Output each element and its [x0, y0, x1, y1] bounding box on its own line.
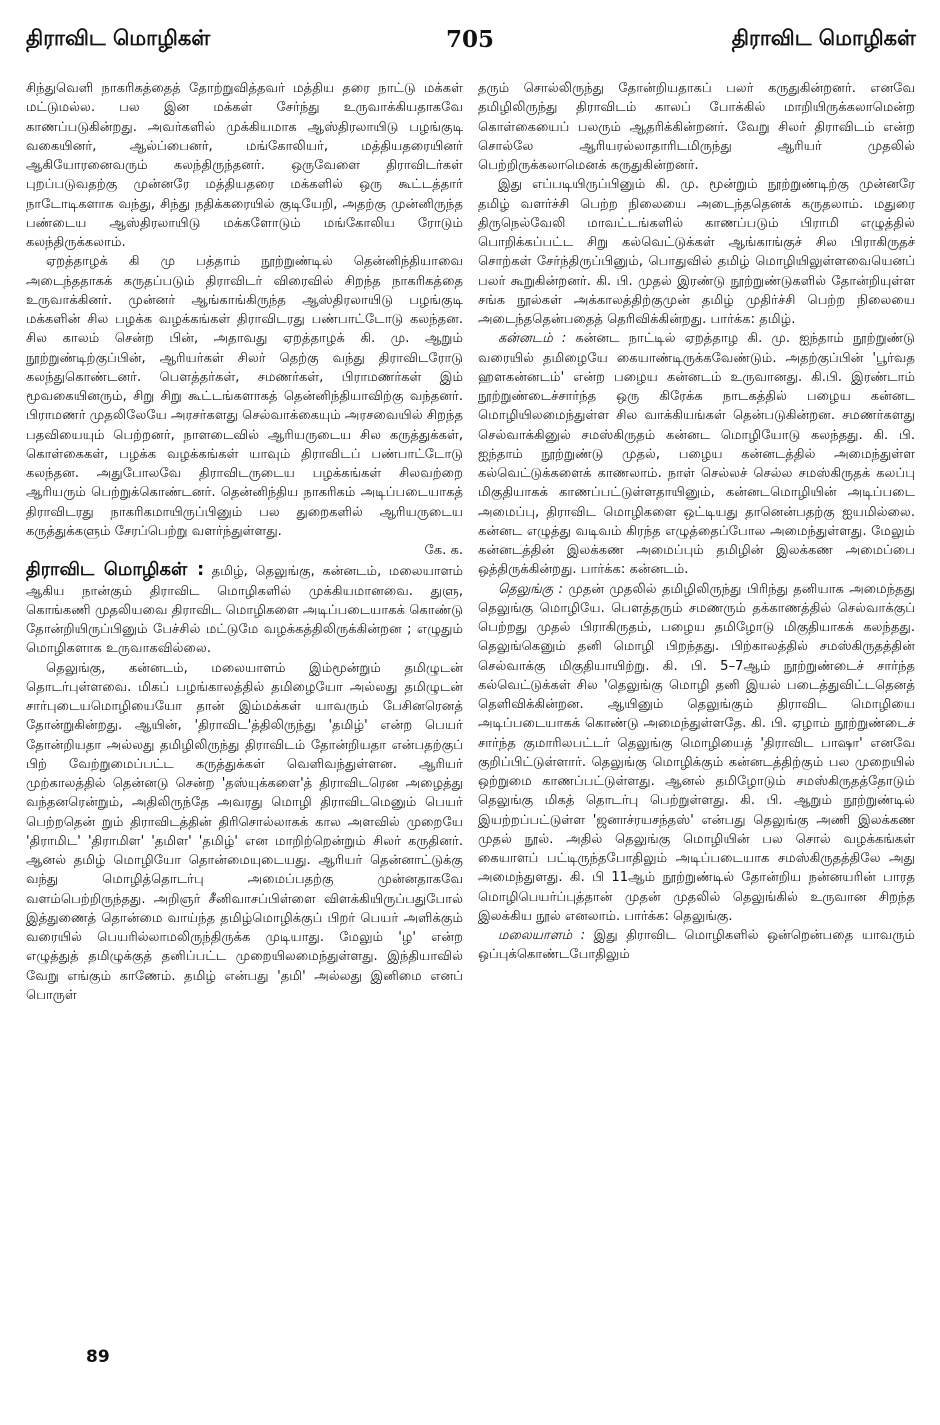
kannada-subheading: கன்னடம் :: [498, 331, 567, 347]
author-signature: கே. க.: [424, 543, 463, 558]
left-paragraph-4: தெலுங்கு, கன்னடம், மலையாளம் இம்மூன்றும் தமிழுடன் தொடர்புள்ளவை. மிகப் பழங்காலத்தில் தமிழையோ அல்லது தமிழுடன் சார்புடையமொழியையோ தான் இம்மக்கள் யாவரும் பேசினரெனத் தோன்றுகின்றது. ஆயின், 'திராவிட'த்திலிருந்து 'தமிழ்' என்ற பெயர் தோன்றியதா அல்லது தமிழிலிருந்து திராவிடம் தோன்றியதா என்பதற்குப் பிற் வேற்றுமைப்பட்ட கருத்துக்கள் வெளிவந்துள்ளன. ஆரியர் முற்காலத்தில் தென்னடு சென்ற 'தஸ்யுக்களை'த் திராவிடரென அழைத்து வந்தனரென்றும், அதிலிருந்தே அவரது மொழி திராவிடமெனும் பெயர் பெற்றதென் றும் திராவிடத்தின் திரிசொல்லாகக் கால அளவில் முறையே 'திராமிட' 'திராமிள' 'தமிள' 'தமிழ்' என மாறிற்றென்றும் சிலர் கருதினர். ஆனல் தமிழ் மொழியோ தொன்மையுடையது. ஆரியர் தென்னாட்டுக்கு வந்து மொழித்தொடர்பு அமைப்பதற்கு முன்னதாகவே வளம்பெற்றிருந்தது. அறிஞர் சீனிவாசப்பிள்ளை விளக்கியிருப்பதுபோல் இத்துணைத் தொன்மை வாய்ந்த தமிழ்மொழிக்குப் பிறர் பெயர் அளிக்கும் வரையில் பெயரில்லாமலிருந்திருக்க முடியாது. மேலும் 'ழ' என்ற எழுத்துத் தமிழுக்குத் தனிப்பட்ட முறையிலமைந்துள்ளது. இந்தியாவில் வேறு எங்கும் காணேம். தமிழ் என்பது 'தமி' அல்லது இனிமை எனப் பொருள்: [26, 660, 463, 1003]
telugu-paragraph: [478, 580, 915, 927]
kannada-paragraph: [478, 329, 915, 579]
footer-page-label: 89: [86, 1347, 110, 1367]
running-header-right: திராவிட மொழிகள்: [731, 26, 916, 50]
left-column: [26, 79, 463, 1005]
left-paragraph-2: ஏறத்தாழக் கி மு பத்தாம் நூற்றுண்டில் தென்னிந்தியாவை அடைந்ததாகக் கருதப்படும் திராவிடர் விரைவில் சிறந்த நாகரிகத்தை உருவாக்கினர். முன்னர் ஆங்காங்கிருந்த ஆஸ்திரலாயிடு பழங்குடி மக்களின் சில பழக்க வழக்கங்கள் திராவிடரது பண்பாட்டோடு கலந்தன. சில காலம் சென்ற பின், அதாவது ஏறத்தாழக் கி. மு. ஆறும் நூற்றுண்டிற்குப்பின், ஆரியர்கள் சிலர் தெற்கு வந்து திராவிடரோடு கலந்துகொண்டனர். பௌத்தர்கள், சமணர்கள், பிராமணர்கள் இம் மூவகையினரும், சிறு சிறு கூட்டங்களாகத் தென்னிந்தியாவிற்கு வந்தனர். பிராமணர் முதலிலேயே அரசர்களது செல்வாக்கையும் அரசவையில் சிறந்த பதவியையும் பெற்றனர், நாளடைவில் ஆரியருடைய சில கருத்துக்கள், கொள்கைகள், பழக்க வழக்கங்கள் யாவும் திராவிடப் பண்பாட்டோடு கலந்தன. அதுபோலவே திராவிடருடைய பழக்கங்கள் சிலவற்றை ஆரியரும் பெற்றுக்கொண்டனர். தென்னிந்திய நாகரிகம் அடிப்படையாகத் திராவிடரது நாகரிகமாயிருப்பினும் பல துறைகளில் ஆரியருடைய கருத்துக்களும் சேரப்பெற்று வளர்ந்துள்ளது.: [26, 254, 463, 539]
malayalam-text: இது திராவிட மொழிகளில் ஒன்றென்பதை யாவரும் ஒப்புக்கொண்டபோதிலும்: [478, 928, 915, 963]
telugu-subheading: தெலுங்கு :: [498, 581, 563, 597]
page-number: 705: [445, 26, 494, 53]
telugu-text: முதன் முதலில் தமிழிலிருந்து பிரிந்து தனியாக அமைந்தது தெலுங்கு மொழியே. பௌத்தரும் சமணரும் தக்காணத்தில் செல்வாக்குப் பெற்றது முதல் பிராகிருதம், பழைய தமிழோடு மிகுதியாகக் கலந்தது. தெலுங்கெனும் தனி மொழி பிறந்தது. பிற்காலத்தில் சமஸ்கிருதத்தின் செல்வாக்கு மிகுதியாயிற்று. கி. பி. 5–7ஆம் நூற்றுண்டைச் சார்ந்த கல்வெட்டுக்கள் சில 'தெலுங்கு மொழி தனி இயல் படைத்துவிட்டதெனத் தெளிவிக்கின்றன. ஆயினும் தெலுங்கும் திராவிட மொழியை அடிப்படையாகக் கொண்டு அமைந்துள்ளதே. கி. பி. ஏழாம் நூற்றுண்டைச் சார்ந்த குமாரிலபட்டர் தெலுங்கு மொழியைத் 'திராவிட பாஷா' எனவே குறிப்பிட்டுள்ளார். தெலுங்கு மொழிக்கும் கன்னடத்திற்கும் பல முறையில் ஒற்றுமை காணப்பட்டுள்ளது. ஆனல் தமிழோடும் சமஸ்கிருதத்தோடும் தெலுங்கு மிகத் தொடர்பு பெற்றுள்ளது. கி. பி. ஆறும் நூற்றுண்டில் இயற்றப்பட்டுள்ள 'ஜனாச்ரயசந்தஸ்' என்பது தெலுங்கு அணி இலக்கண முதல் நூல். அதில் தெலுங்கு மொழியின் பல சொல் வழக்கங்கள் கையாளப் பட்டிருந்தபோதிலும் அடிப்படையாக சமஸ்கிருதத்திலே அது அமைந்துளது. கி. பி 11ஆம் நூற்றுண்டில் தோன்றிய நன்னயரின் பாரத மொழிபெயர்ப்புத்தான் முதன் முதலில் தெலுங்கில் உருவான சிறந்த இலக்கிய நூல் எனலாம். பார்க்க: தெலுங்கு.: [478, 581, 915, 924]
malayalam-subheading: மலையாளம் :: [498, 928, 586, 943]
left-paragraph-1: சிந்துவெளி நாகரிகத்தைத் தோற்றுவித்தவர் மத்திய தரை நாட்டு மக்கள் மட்டுமல்ல. பல இன மக்கள் சேர்ந்து உருவாக்கியதாகவே காணப்படுகின்றது. அவர்களில் முக்கியமாக ஆஸ்திரலாயிடு பழங்குடி வகையினர், ஆல்ப்பைனர், மங்கோலியர், மத்தியதரையினர் ஆகியோரனைவரும் கலந்திருந்தனர். ஒருவேளை திராவிடர்கள் புறப்படுவதற்கு முன்னரே மத்தியதரை மக்களில் ஒரு கூட்டத்தார் நாடோடிகளாக வந்து, சிந்து நதிக்கரையில் குடியேறி, அதற்கு முன்னிருந்த பண்டைய ஆஸ்திரலாயிடு மக்களோடும் மங்கோலிய ரோடும் கலந்திருக்கலாம்.: [26, 81, 463, 250]
signature-line: [26, 541, 463, 560]
right-paragraph-2: இது எப்படியிருப்பினும் கி. மு. மூன்றும் நூற்றுண்டிற்கு முன்னரே தமிழ் வளர்ச்சி பெற்ற நிலையை அடைந்ததெனக் கருதலாம். மதுரை திருநெல்வேலி மாவட்டங்களில் காணப்படும் பிராமி எழுத்தில் பொறிக்கப்பட்ட சிறு கல்வெட்டுக்கள் ஆங்காங்குச் சில பிராகிருதச் சொற்கள் சேர்ந்திருப்பினும், பொதுவில் தமிழ் மொழியிலுள்ளவையெனப் பலர் கூறுகின்றனர். கி. பி. முதல் இரண்டு நூற்றுண்டுகளில் தோன்றியுள்ள சங்க நூல்கள் அக்காலத்திற்குமுன் தமிழ் முதிர்ச்சி பெற்ற நிலையை அடைந்ததென்பதைத் தெரிவிக்கின்றது. பார்க்க: தமிழ்.: [478, 177, 915, 327]
right-paragraph-1: தரும் சொல்லிருந்து தோன்றியதாகப் பலர் கருதுகின்றனர். எனவே தமிழிலிருந்து திராவிடம் காலப் போக்கில் மாறியிருக்கலாமென்ற கொள்கையைப் பலரும் ஆதரிக்கின்றனர். வேறு சிலர் திராவிடம் என்ற சொல்லே ஆரியரல்லாதாரிடமிருந்து ஆரியர் முதலில் பெற்றிருக்கலாமெனக் கருதுகின்றனர்.: [478, 81, 915, 173]
entry-paragraph: [26, 560, 463, 658]
kannada-text: கன்னட நாட்டில் ஏறத்தாழ கி. மு. ஐந்தாம் நூற்றுண்டு வரையில் தமிழையே கையாண்டிருக்கவேண்டும். அதற்குப்பின் 'பூர்வத ஹளகன்னடம்' என்ற பழைய கன்னடம் உருவானது. கி.பி. இரண்டாம் நூற்றுண்டைச்சார்ந்த ஒரு கிரேக்க நாடகத்தில் பழைய கன்னட மொழியிலமைந்துள்ள சில வாக்கியங்கள் தென்படுகின்றன. சமணர்களது செல்வாக்கினுல் சமஸ்கிருதம் கன்னட மொழியோடு கலந்தது. கி. பி. ஐந்தாம் நூற்றுண்டு முதல், பழைய கன்னடத்தில் அமைந்துள்ள கல்வெட்டுக்களைக் காணலாம். நாள் செல்லச் செல்ல சமஸ்கிருதக் கலப்பு மிகுதியாகக் காணப்பட்டுள்ளதாயினும், கன்னடமொழியின் அடிப்படை அமைப்பு, திராவிட மொழிகளை ஒட்டியது தானென்பதற்கு ஐயமில்லை. கன்னட எழுத்து வடிவம் கிரந்த எழுத்தைப்போல அமைந்துள்ளது. மேலும் கன்னடத்தின் இலக்கண அமைப்பும் தமிழின் இலக்கண அமைப்பை ஒத்திருக்கின்றது. பார்க்க: கன்னடம்.: [478, 331, 915, 578]
entry-title: திராவிட மொழிகள் :: [26, 559, 205, 581]
malayalam-paragraph: [478, 926, 915, 965]
entry-intro: தமிழ், தெலுங்கு, கன்னடம், மலையாளம் ஆகிய நான்கும் திராவிட மொழிகளில் முக்கியமானவை. துளு, கொங்கணி முதலியவை திராவிட மொழிகளை அடிப்படையாகக் கொண்டு தோன்றியிருப்பினும் பேச்சில் மட்டுமே வழக்கத்திலிருக்கின்றன ; எழுதும் மொழிகளாக உருவாகவில்லை.: [26, 564, 463, 657]
running-header-left: திராவிட மொழிகள்: [26, 26, 211, 50]
right-column: [478, 79, 915, 965]
